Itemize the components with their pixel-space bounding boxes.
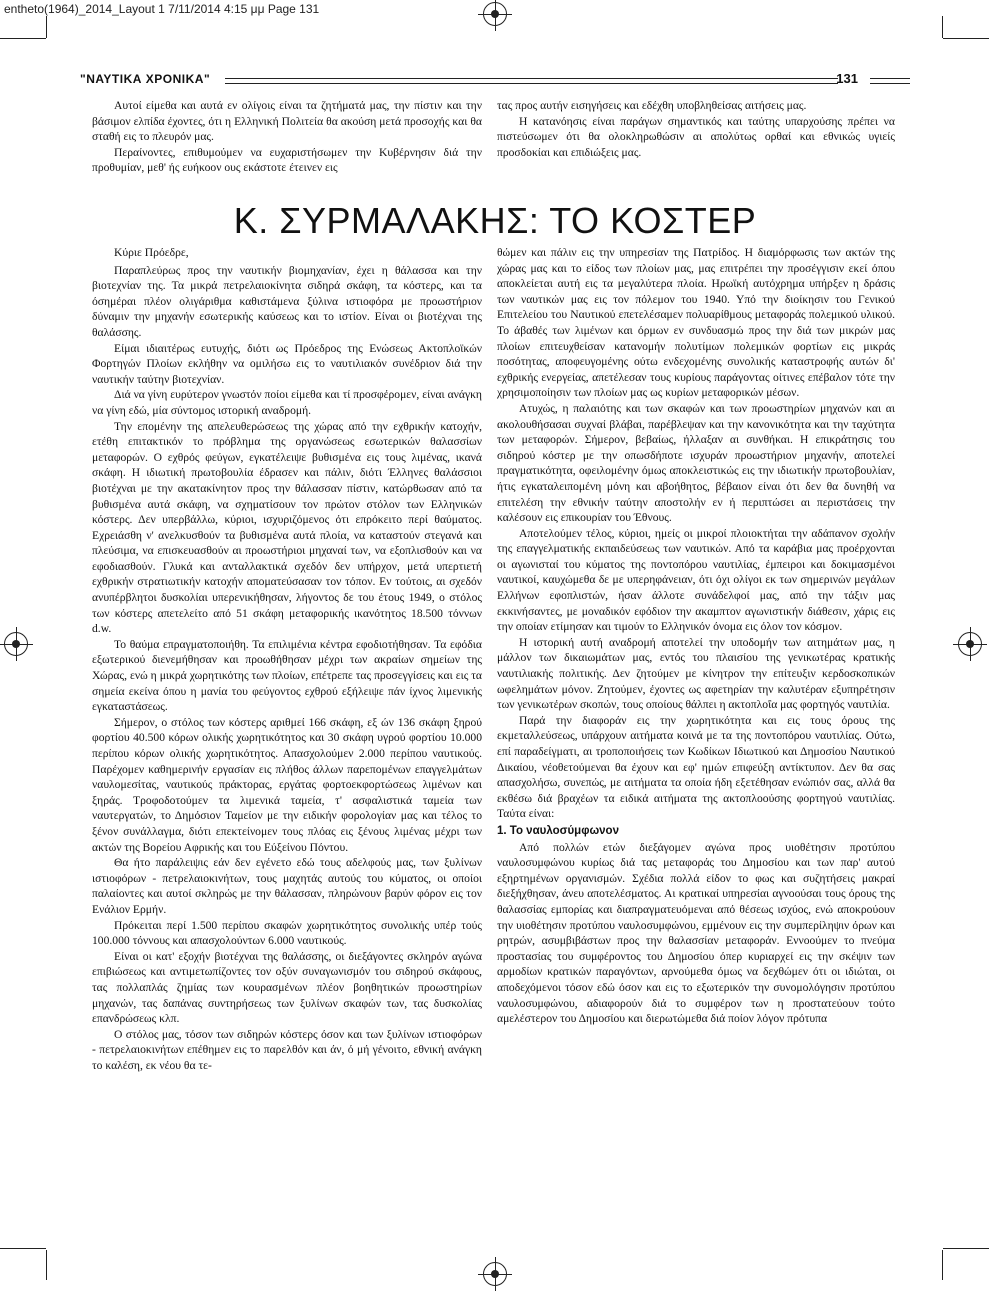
registration-mark-bottom [483,1262,507,1286]
paragraph: θώμεν και πάλιν εις την υπηρεσίαν της Πατρίδος. Η διαμόρφωσις των ακτών της χώρας μας και το είδος των πλοίων μας, μας επιτρέπει την προσέγγισιν εκεί όπου αποκλείεται αυτή εις τα μεγαλύτερα πλοία. Ηρωϊκή αυτόχρημα υπήρξεν η δράσις των ναυτικών μας εις τον πόλεμον του 1940. Υπό την διοίκησιν του Γενικού Επιτελείου του Ναυτικού επετελέσαμεν πολυαρίθμους μεταφοράς πολεμικού υλικού. Το άβαθές των λιμένων και όρμων εν συνδυασμώ προς την διά των μικρών μας πλοίων επιτευχθείσαν κατανομήν πολυτίμων πολεμικών φορτίων εις μικράς ποσότητας, αποφευγομένης ούτω ενδεχομένης συνολικής καταστροφής αυτών δι' εχθρικής ενεργείας, απετέλεσαν τους κυρίους παράγοντας οίτινες επέβαλον τότε την χρησιμοποίησιν των πλοίων μας ως κυρίων μεταφορικών μέσων. [497,246,895,400]
paragraph: τας προς αυτήν εισηγήσεις και εδέχθη υποβληθείσας αιτήσεις μας. [497,99,807,112]
journal-title: "ΝΑΥΤΙΚΑ ΧΡΟΝΙΚΑ" [80,72,211,86]
paragraph: Η κατανόησις είναι παράγων σημαντικός και ταύτης υπαρχούσης πρέπει να πιστεύσωμεν ότι θα ολοκληρωθώσιν αι απολύτως ορθαί και εθνικώς υγιείς προσδοκίαι και επιδιώξεις μας. [497,114,895,159]
paragraph: Παραπλεύρως προς την ναυτικήν βιομηχανίαν, έχει η θάλασσα και την βιοτεχνίαν της. Τα μικρά πετρελαιοκίνητα σιδηρά σκάφη, τα κόστερς, και τα όσημέραι πλέον ολιγάριθμα καθιστάμενα ξύλινα ιστιοφόρα με προωστήριον δύναμιν την μηχανήν εσωτερικής καύσεως και το ιστίον. Είναι οι βιοτέχναι της θαλάσσης. [92,263,482,339]
crop-mark [0,38,46,39]
article-headline: Κ. ΣΥΡΜΑΛΑΚΗΣ: ΤΟ ΚΟΣΤΕΡ [233,200,757,241]
paragraph: Περαίνοντες, επιθυμούμεν να ευχαριστήσωμεν την Κυβέρνησιν διά την προθυμίαν, μεθ' ής ευήκοον ους εκάστοτε έτεινεν εις [92,145,482,175]
crop-mark [46,1250,47,1280]
paragraph: Την επομένην της απελευθερώσεως της χώρας από την εχθρικήν κατοχήν, ετέθη επιτακτικόν το πρόβλημα της οργανώσεως εσωτερικών θαλασσίων μεταφορών. Ο εχθρός φεύγων, εγκατέλειψε βυθισμένα εις τους λιμένας, ικανά σκάφη. Η ιδιωτική πρωτοβουλία έδρασεν και πάλιν, διότι Έλληνες θαλάσσιοι βιοτέχναι με την ακατακίνητον προς την θάλασσαν πίστιν, κατώρθωσαν από τα βυθισμένα αυτά σκάφη, να σχηματίσουν τον πρώτον στόλον των Ελληνικών κόστερς. Δεν υπερβάλλω, κύριοι, ισχυριζόμενος ότι επρόκειτο περί θαύματος. Εχρειάσθη ν' ανελκυσθούν τα βυθισμένα αυτά πλοία, να καταστούν στεγανά και πλεύσιμα, να επισκευασθούν αι προωστήριοι μηχαναί των, να εξοπλισθούν και να εφοδιασθούν. Γλυκά και ανταλλακτικά σχεδόν δεν υπήρχον, μετά υπερτιετή εχθρικήν στρατιωτικήν κατοχήν αποματεύσασαν τον τόπον. Εν τούτοις, αι σχεδόν ανυπέρβλητοι δυσκολίαι υπερενικήθησαν, λήγοντος δε του έτους 1949, ο στόλος των κόστερς απετελείτο από 51 σκάφη μεταφορικής ικανότητος 18.500 τόννων d.w. [92,419,482,636]
page-number: 131 [836,71,858,86]
registration-mark-left [4,632,28,656]
left-column [92,245,482,1073]
paragraph: Η ιστορική αυτή αναδρομή αποτελεί την υποδομήν των αιτημάτων μας, η μάλλον των δικαιωμάτων μας, εντός του πλαισίου της γενικωτέρας κρατικής ναυτιλιακής πολιτικής. Δεν ζητούμεν με κίνητρον την επίτευξιν κερδοσκοπικών ωφελημάτων μόνον. Ζητούμεν, έχοντες ως αφετηρίαν την καλυτέραν εξυπηρέτησιν των γενικωτέρων σκοπών, τους οποίους θάλπει η ακτοπλοΐα μας φορτηγός ναυτιλία. [497,635,895,712]
top-right-column [497,98,895,160]
paragraph: Είναι οι κατ' εξοχήν βιοτέχναι της θαλάσσης, οι διεξάγοντες σκληρόν αγώνα επιβιώσεως και αντιμετωπίζοντες τον οξύν συναγωνισμόν του σιδηρού σκάφους, τας πολλαπλάς ζημίας των κουρασμένων πλέον βοηθητικών προωστηρίων μηχανών, τας δαπάνας συντηρήσεως των ξυλίνων σκαφών των, τας δυσκολίας επανδρώσεως κλπ. [92,949,482,1026]
crop-mark [46,16,47,38]
paragraph: Θα ήτο παράλειψις εάν δεν εγένετο εδώ τους αδελφούς μας, των ξυλίνων ιστιοφόρων - πετρελαιοκινήτων, τους μαχητάς αυτούς του κύματος, οι οποίοι παλαίοντες και αυτοί σκληρώς με την θάλασσαν, πληρώνουν βαρύν φόρον εις τον Ενάλιον Ερμήν. [92,856,482,916]
header-rule [225,78,838,84]
crop-mark [0,1248,46,1249]
paragraph: Από πολλών ετών διεξάγομεν αγώνα προς υιοθέτησιν προτύπου ναυλοσυμφώνου κυρίως διά τας μεταφοράς του Δημοσίου και των παρ' αυτού εξηρτημένων οργανισμών. Σχέδια πολλά είδον το φως και συζητήσεις μακραί διεξήχθησαν, άνευ αποτελέσματος. Αι κρατικαί υπηρεσίαι αγνοούσαι τους όρους της θαλασσίας εμπορίας και διαπραγματευόμεναι από θέσεως ισχύος, ενώ αποκρούουν την υιοθέτησιν προτύπου ναυλοσυμφώνου, εμμένουν εις την συμπερίληψιν όρων και ρητρών, ασυμβιβάστων προς την θαλασσίαν μεταφοράν. Εννοούμεν το πνεύμα προστασίας του συμφέροντος του Δημοσίου όπερ κυριαρχεί εις την σκέψιν των αρμοδίων κρατικών παραγόντων, αρνούμεθα όμως να δεχθώμεν ότι οι ιδιώται, οι αποδεχόμενοι τόσον εδώ όσον και εις το εξωτερικόν την συνομολόγησιν προτύπου ναυλοσυμφώνου, αδιαφορούν διά το συμφέρον των η προστατεύουν τούτο αμελέστερον του Δημοσίου και διερωτώμεθα διά ποίον λόγον πρότυπα [497,840,895,1026]
crop-mark [942,1250,943,1280]
crop-mark [942,16,943,38]
paragraph: Αποτελούμεν τέλος, κύριοι, ημείς οι μικροί πλοιοκτήται την αδάπανον σχολήν της επαγγελματικής εκπαιδεύσεως των ναυτικών. Από τα καράβια μας προέρχονται οι αγωνισταί του κύματος της ποντοπόρου ναυτιλίας, έμπειροι και δοκιμασμένοι ναυτικοί, καυχώμεθα δε με υπερηφάνειαν, ότι όχι ολίγοι εκ των σημερινών μεγάλων Ελλήνων εφοπλιστών, ήσαν άλλοτε συνάδελφοί μας, από την τάξιν μας εκκινήσαντες, με μοναδικόν εφόδιον την ακαμπτον αγωνιστικήν διάθεσιν, χάρις εις την οποίαν ετίμησαν και τιμούν το Ελληνικόν όνομα εις όλον τον κόσμον. [497,526,895,634]
header-rule [870,78,910,84]
paragraph: Παρά την διαφοράν εις την χωρητικότητα και εις τους όρους της εκμεταλλεύσεως, υπάρχουν αιτήματα κοινά με τα της ποντοπόρου ναυτιλίας. Ούτω, επί παραδείγματι, αι τροποποιήσεις των Κωδίκων Ιδιωτικού και Δημοσίου Ναυτικού Δικαίου, νέοθετούμεναι θα έχουν και εφ' ημών επιφεύξη αντίκτυπον. Δεν θα σας απασχολήσω, συνεπώς, με αιτήματα τα οποία ήδη εξετέθησαν ενώπιόν σας, αλλά θα εκθέσω διά βραχέων τα ειδικά αιτήματα της ακτοπλοούσης φορτηγού ναυτιλίας. Ταύτα είναι: [497,713,895,821]
section-subheading: 1. Το ναυλοσύμφωνον [497,824,619,837]
paragraph: Διά να γίνη ευρύτερον γνωστόν ποίοι είμεθα και τί προσφέρομεν, είναι ανάγκη να γίνη εδώ, μία σύντομος ιστορική αναδρομή. [92,388,482,417]
running-header [80,70,910,90]
paragraph: Ο στόλος μας, τόσον των σιδηρών κόστερς όσον και των ξυλίνων ιστιοφόρων - πετρελαιοκινήτων επέθημεν εις το παρελθόν και άν, ό μή γένοιτο, εθνική ανάγκη το καλέση, εκ νέου θα τε- [92,1027,482,1072]
paragraph: Σήμερον, ο στόλος των κόστερς αριθμεί 166 σκάφη, εξ ών 136 σκάφη ξηρού φορτίου 40.500 κόρων ολικής χωρητικότητος και 30 σκάφη υγρού φορτίου 10.000 περίπου κόρων ολικής χωρητικότητος. Απασχολούμεν 2.000 περίπου ναυτικούς. Παρέχομεν καθημερινήν εργασίαν εις πλήθος άλλων παρεπομένων επαγγελμάτων ναυλομεσίτας, ναυτικούς πράκτορας, εργάτας φορτοεκφορτώσεως λιμένων και ξηράς. Τροφοδοτούμεν τα λιμενικά ταμεία, τ' ασφαλιστικά ταμεία των ναυτεργατών, το Δημόσιον Ταμείον με την ειδικήν φορολογίαν μας και τέλος το ξένον συνάλλαγμα, διότι επεκτείνομεν τους πλόας εις ξένους λιμένας μέχρι των ακτών της Βορείου Αφρικής και του Εύξείνου Πόντου. [92,715,482,854]
print-slug: entheto(1964)_2014_Layout 1 7/11/2014 4:15 μμ Page 131 [4,2,320,16]
paragraph: Αυτοί είμεθα και αυτά εν ολίγοις είναι τα ζητήματά μας, την πίστιν και την βάσιμον ελπίδα έχοντες, ότι η Ελληνική Πολιτεία θα ακούση μετά προσοχής και θα σταθή εις το πλευρόν μας. [92,99,482,144]
greeting: Κύριε Πρόεδρε, [114,246,189,259]
registration-mark-right [958,632,982,656]
paragraph: Το θαύμα επραγματοποιήθη. Τα επιλιμένια κέντρα εφοδιοτήθησαν. Τα εφόδια εξωτερικού διενεμήθησαν και προωθήθησαν μέχρι των ακραίων σημείων της Χώρας, ενώ η μικρά χωρητικότης των πλοίων, επέτρεπε τας προσεγγίσεις και εις τα σημεία εκείνα όπου η μανία του φεύγοντος εχθρού εξήλειψε πάν ίχνος λιμενικής εγκαταστάσεως. [92,637,482,714]
paragraph: Είμαι ιδιαιτέρως ευτυχής, διότι ως Πρόεδρος της Ενώσεως Ακτοπλοϊκών Φορτηγών Πλοίων εκλήθην να ομιλήσω εις το ναυτιλιακόν συνέδριον διά την ναυτικήν ταύτην βιοτεχνίαν. [92,341,482,386]
paragraph: Πρόκειται περί 1.500 περίπου σκαφών χωρητικότητος συνολικής υπέρ τούς 100.000 τόννους και απασχολούντων 6.000 ναυτικούς. [92,918,482,948]
paragraph: Ατυχώς, η παλαιότης και των σκαφών και των προωστηρίων μηχανών και αι ακολουθήσασαι συχναί βλάβαι, παρέβλεψαν και την κανονικότητα και την ταχύτητα των μεταφορών. Σήμερον, βεβαίως, ήλλαξαν αι συνθήκαι. Η επικράτησις του σιδηρού κόστερ με την οπωσδήποτε ισχυράν προωστήριον μηχανήν, αποτελεί πραγματικότητα, οφειλομένην όμως αποκλειστικώς εις την ιδιωτικήν πρωτοβουλίαν, ήτις εγκαταλειπομένη μόνη και αβοήθητος, βέβαιον είναι ότι δεν θα δυνηθή να επιτελέση την εθνικήν ταύτην αποστολήν εν ή περιπτώσει αι περιστάσεις την καλέσουν εις επικουρίαν του Έθνους. [497,401,895,525]
right-column [497,245,895,1027]
crop-mark [943,1248,989,1249]
crop-mark [943,38,989,39]
registration-mark-top [483,2,507,26]
top-left-column [92,98,482,176]
